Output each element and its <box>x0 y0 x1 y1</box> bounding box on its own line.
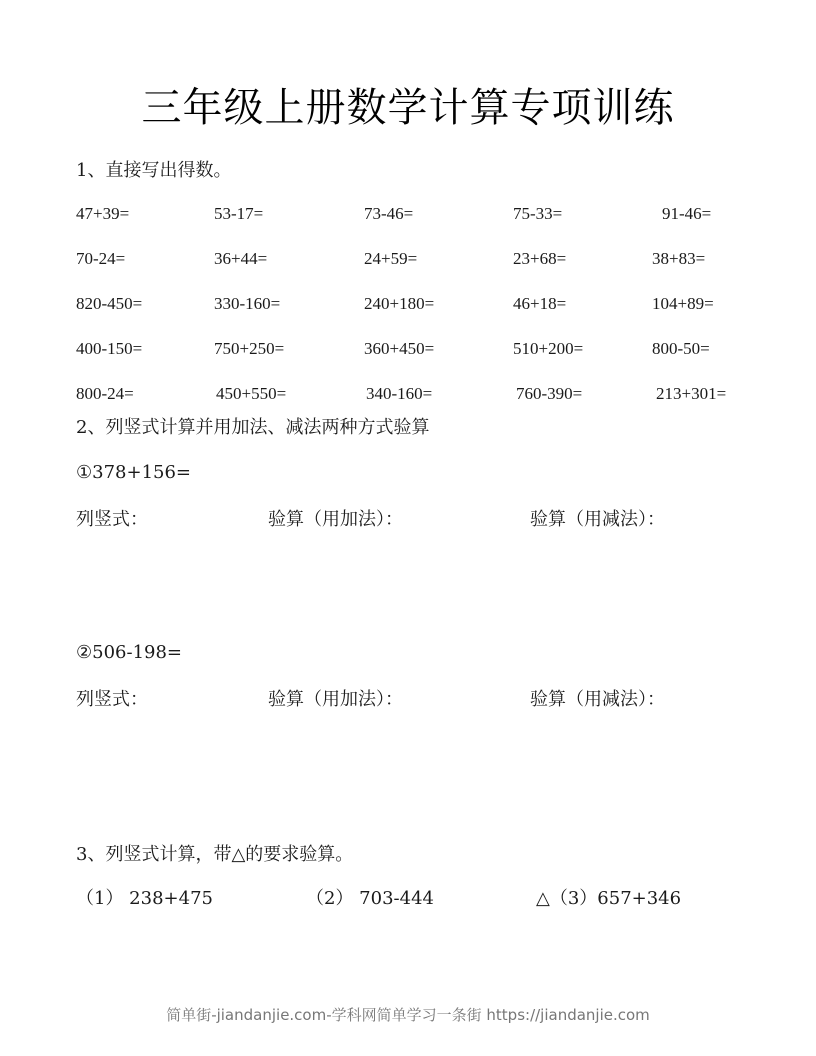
equation: 36+44= <box>214 249 268 268</box>
equation: 24+59= <box>364 249 418 268</box>
equation: 75-33= <box>513 204 563 223</box>
equation: 450+550= <box>216 384 287 403</box>
vertical-calc-label: 列竖式： <box>76 509 148 530</box>
footer-watermark: 简单街-jiandanjie.com-学科网简单学习一条街 https://jiandanjie.com <box>166 1006 650 1024</box>
equation: 400-150= <box>76 339 143 358</box>
problem-expression: ①378+156= <box>76 462 192 483</box>
check-addition-label: 验算（用加法）： <box>268 509 403 530</box>
equation: 38+83= <box>652 249 706 268</box>
equation: 340-160= <box>366 384 433 403</box>
equation: 46+18= <box>513 294 567 313</box>
equation: 213+301= <box>656 384 727 403</box>
problem-item: （2） 703-444 <box>306 888 434 909</box>
vertical-calc-label: 列竖式： <box>76 689 148 710</box>
equation: 104+89= <box>652 294 714 313</box>
problem-item: （1） 238+475 <box>76 888 213 909</box>
equation: 510+200= <box>513 339 584 358</box>
equation: 800-50= <box>652 339 710 358</box>
section-1-heading: 1、直接写出得数。 <box>76 160 232 181</box>
equation: 23+68= <box>513 249 567 268</box>
equation: 70-24= <box>76 249 126 268</box>
check-subtraction-label: 验算（用减法）： <box>530 509 665 530</box>
equation: 47+39= <box>76 204 130 223</box>
equation: 91-46= <box>662 204 712 223</box>
section-3-heading: 3、列竖式计算，带△的要求验算。 <box>76 844 354 865</box>
page-title: 三年级上册数学计算专项训练 <box>141 85 675 131</box>
equation: 820-450= <box>76 294 143 313</box>
equation: 53-17= <box>214 204 264 223</box>
section-2-heading: 2、列竖式计算并用加法、减法两种方式验算 <box>76 417 430 438</box>
check-subtraction-label: 验算（用减法）： <box>530 689 665 710</box>
equation: 360+450= <box>364 339 435 358</box>
problem-item-with-check: △（3）657+346 <box>536 888 682 909</box>
equation: 73-46= <box>364 204 414 223</box>
equation: 760-390= <box>516 384 583 403</box>
equation: 240+180= <box>364 294 435 313</box>
equation: 330-160= <box>214 294 281 313</box>
problem-expression: ②506-198= <box>76 642 183 663</box>
equation: 750+250= <box>214 339 285 358</box>
check-addition-label: 验算（用加法）： <box>268 689 403 710</box>
equation: 800-24= <box>76 384 134 403</box>
